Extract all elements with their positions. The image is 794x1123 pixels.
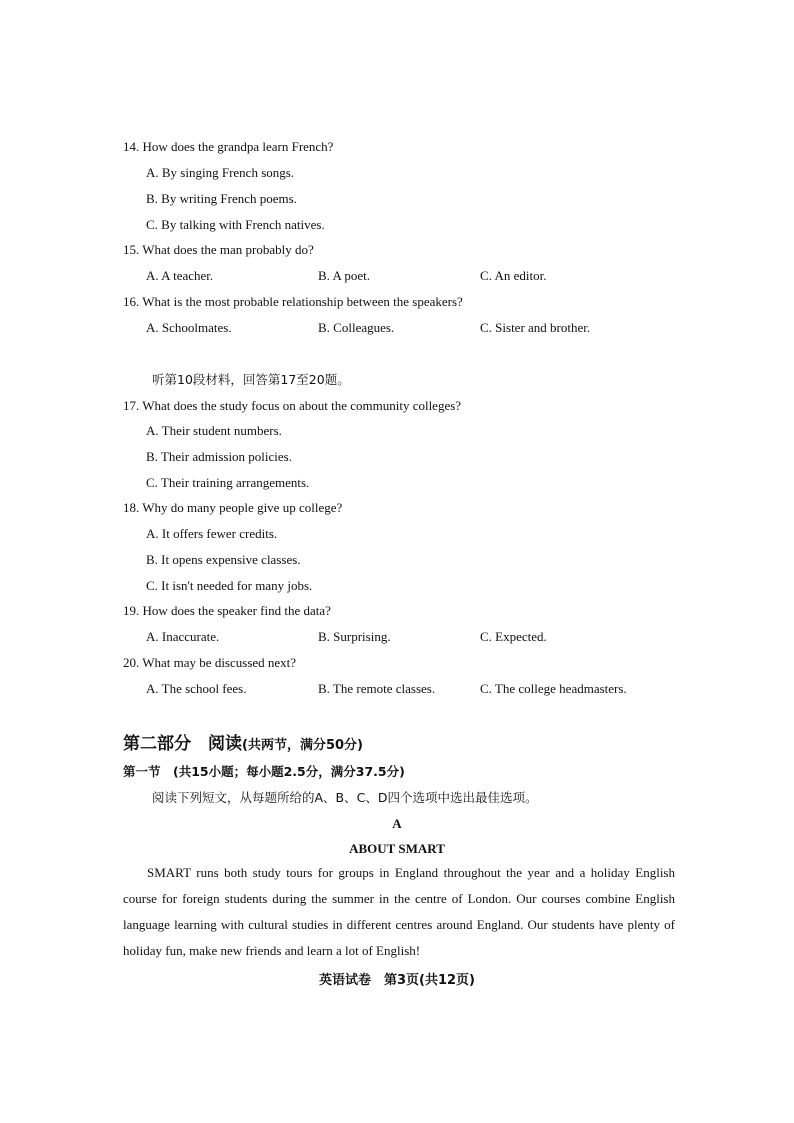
option-14c: C. By talking with French natives. [146,217,325,232]
option-18a: A. It offers fewer credits. [146,526,278,541]
option-20b: B. The remote classes. [318,681,436,696]
question-18: 18. Why do many people give up college? [123,500,343,515]
page-footer: 英语试卷 第3页(共12页) [318,973,476,988]
option-15a: A. A teacher. [146,268,214,283]
option-16c: C. Sister and brother. [480,320,591,335]
question-15: 15. What does the man probably do? [123,242,314,257]
question-20: 20. What may be discussed next? [123,655,297,670]
passage-paragraph [123,860,675,964]
option-18c: C. It isn't needed for many jobs. [146,578,313,593]
option-18b: B. It opens expensive classes. [146,552,301,567]
part-two-title [123,735,363,755]
option-15c: C. An editor. [480,268,547,283]
question-19: 19. How does the speaker find the data? [123,603,331,618]
option-15b: B. A poet. [318,268,371,283]
passage-letter: A [392,816,402,831]
passage-text: SMART runs both study tours for groups in England throughout the year and a holiday English course for foreign students during the summer in the centre of London. Our courses combine English language learning with cultural studies in different centres around England. Our students have plenty of holiday fun, make new friends and learn a lot of English! [123,865,675,958]
option-16b: B. Colleagues. [318,320,395,335]
part-two-score-note: (共两节，满分50分) [242,738,363,753]
passage-title: ABOUT SMART [349,841,445,856]
part-two-title-text: 第二部分 阅读 [123,734,242,754]
option-14a: A. By singing French songs. [146,165,295,180]
option-16a: A. Schoolmates. [146,320,232,335]
listening-instruction: 听第10段材料，回答第17至20题。 [152,372,350,387]
question-16: 16. What is the most probable relationship between the speakers? [123,294,463,309]
option-17b: B. Their admission policies. [146,449,292,464]
option-14b: B. By writing French poems. [146,191,297,206]
option-20a: A. The school fees. [146,681,247,696]
option-19c: C. Expected. [480,629,547,644]
question-14: 14. How does the grandpa learn French? [123,139,334,154]
reading-instruction: 阅读下列短文，从每题所给的A、B、C、D四个选项中选出最佳选项。 [152,790,538,805]
question-17: 17. What does the study focus on about the community colleges? [123,398,462,413]
option-19a: A. Inaccurate. [146,629,220,644]
option-17a: A. Their student numbers. [146,423,282,438]
option-20c: C. The college headmasters. [480,681,627,696]
option-17c: C. Their training arrangements. [146,475,310,490]
section-one-title: 第一节 (共15小题；每小题2.5分，满分37.5分) [123,764,405,779]
option-19b: B. Surprising. [318,629,391,644]
